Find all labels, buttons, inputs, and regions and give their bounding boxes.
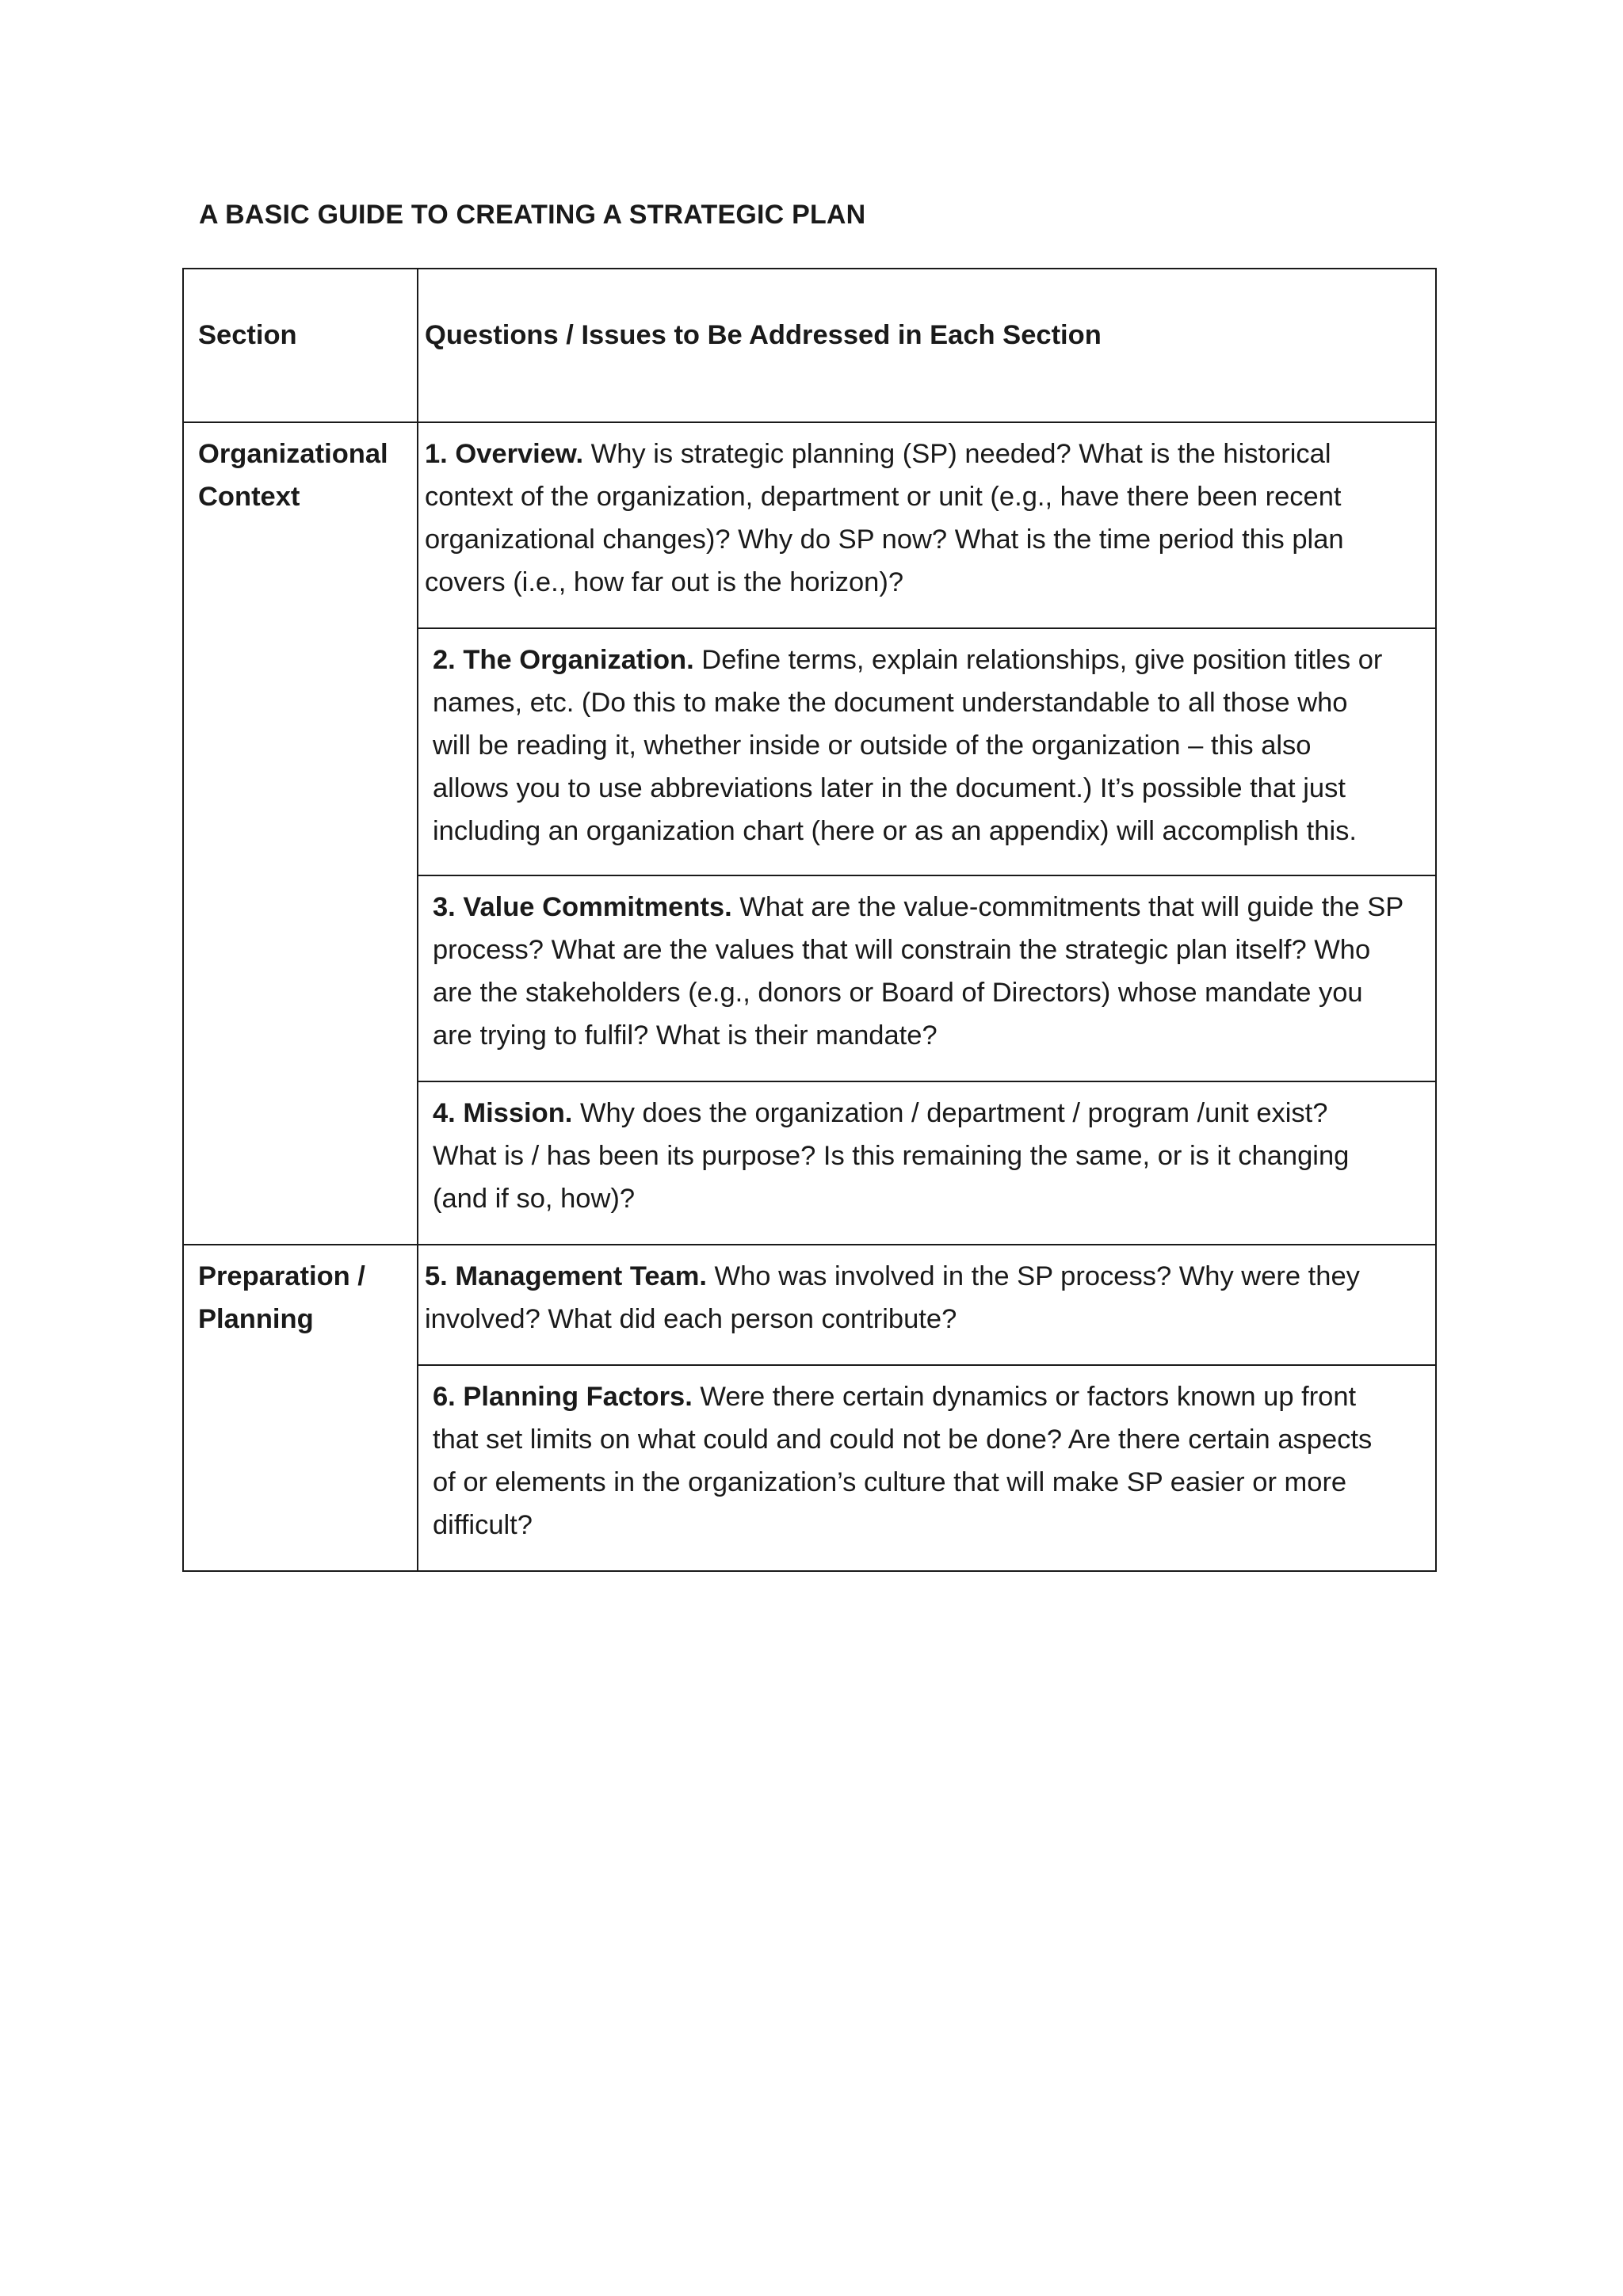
header-questions-cell [418,269,1436,422]
item-planning-factors [418,1365,1436,1571]
item-text: difficult? [433,1510,533,1540]
item-text: allows you to use abbreviations later in the document.) It’s possible that just [433,773,1346,803]
item-text: names, etc. (Do this to make the document understandable to all those who [433,688,1348,718]
table-row [183,422,1436,628]
item-title: 1. Overview. [425,439,584,469]
item-value-commitments [418,875,1436,1081]
item-text: Who was involved in the SP process? Why were they [706,1261,1360,1291]
item-title: 5. Management Team. [425,1261,707,1291]
item-text: Were there certain dynamics or factors known up front [692,1382,1357,1412]
item-text: will be reading it, whether inside or outside of the organization – this also [433,730,1312,761]
item-text: process? What are the values that will constrain the strategic plan itself? Who [433,935,1371,965]
item-text: are trying to fulfil? What is their mandate? [433,1020,938,1051]
section-label-line: Organizational [198,439,388,469]
item-text: context of the organization, department or unit (e.g., have there been recent [425,482,1342,512]
item-mission [418,1081,1436,1245]
item-text: are the stakeholders (e.g., donors or Board of Directors) whose mandate you [433,978,1363,1008]
item-title: 4. Mission. [433,1098,573,1128]
item-text: What are the value-commitments that will guide the SP [731,892,1404,922]
item-text: Why does the organization / department / program /unit exist? [572,1098,1328,1128]
section-organizational-context [183,422,418,1245]
section-label-line: Preparation / [198,1261,365,1291]
item-text: involved? What did each person contribute? [425,1304,957,1334]
item-text: (and if so, how)? [433,1184,636,1214]
section-label-line: Planning [198,1304,314,1334]
header-section-cell [183,269,418,422]
item-title: 2. The Organization. [433,645,694,675]
item-text: Define terms, explain relationships, give position titles or [693,645,1383,675]
section-preparation-planning [183,1245,418,1571]
header-section-label: Section [198,320,297,350]
item-overview [418,422,1436,628]
item-management-team [418,1245,1436,1365]
header-questions-label: Questions / Issues to Be Addressed in Each Section [425,320,1102,350]
item-the-organization [418,628,1436,875]
item-text: covers (i.e., how far out is the horizon)? [425,567,904,597]
item-title: 6. Planning Factors. [433,1382,693,1412]
item-text: Why is strategic planning (SP) needed? What is the historical [583,439,1331,469]
table-header-row [183,269,1436,422]
strategic-plan-table [182,268,1437,1572]
item-text: What is / has been its purpose? Is this remaining the same, or is it changing [433,1141,1350,1171]
item-text: that set limits on what could and could not be done? Are there certain aspects [433,1425,1373,1455]
item-title: 3. Value Commitments. [433,892,732,922]
item-text: of or elements in the organization’s culture that will make SP easier or more [433,1467,1347,1497]
item-text: organizational changes)? Why do SP now? What is the time period this plan [425,524,1344,555]
table-row [183,1245,1436,1365]
section-label-line: Context [198,482,300,512]
item-text: including an organization chart (here or as an appendix) will accomplish this. [433,816,1357,846]
page-title: A BASIC GUIDE TO CREATING A STRATEGIC PLAN [199,200,866,230]
